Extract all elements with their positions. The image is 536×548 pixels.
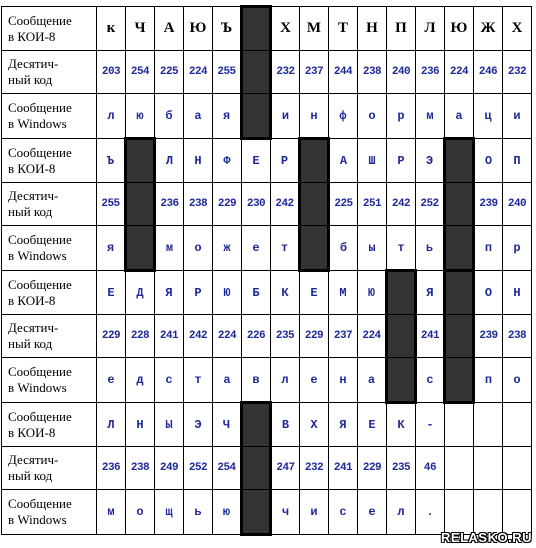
dec-cell: 252 xyxy=(416,183,445,226)
dec-cell: 203 xyxy=(97,51,126,94)
label-line: в КОИ-8 xyxy=(8,160,56,176)
separator-cell xyxy=(445,226,474,271)
dec-cell: 252 xyxy=(184,447,213,490)
dec-cell: 224 xyxy=(445,51,474,94)
dec-cell xyxy=(474,447,503,490)
win-cell: и xyxy=(503,94,532,139)
koi-cell: - xyxy=(416,403,445,447)
separator-cell xyxy=(300,226,329,271)
win-cell: я xyxy=(97,226,126,271)
koi-cell: Л xyxy=(97,403,126,447)
label-line: Десятич- xyxy=(8,188,59,203)
dec-cell: 241 xyxy=(329,447,358,490)
koi-cell: Ю xyxy=(358,271,387,315)
label-line: ный код xyxy=(8,336,53,351)
win-cell: о xyxy=(503,358,532,403)
win-cell: и xyxy=(271,94,300,139)
koi-cell: Н xyxy=(358,7,387,51)
dec-cell: 238 xyxy=(503,315,532,358)
label-line: в КОИ-8 xyxy=(8,424,56,440)
win-cell: б xyxy=(329,226,358,271)
win-cell xyxy=(474,490,503,535)
win-cell: т xyxy=(387,226,416,271)
separator-cell xyxy=(445,139,474,183)
dec-cell: 240 xyxy=(387,51,416,94)
label-line: ный код xyxy=(8,204,53,219)
koi-cell: Э xyxy=(416,139,445,183)
koi-cell: Ч xyxy=(126,7,155,51)
win-cell: б xyxy=(155,94,184,139)
windows-row xyxy=(2,358,532,403)
win-cell: ж xyxy=(213,226,242,271)
dec-cell: 238 xyxy=(358,51,387,94)
koi-cell: Ч xyxy=(213,403,242,447)
dec-cell: 249 xyxy=(155,447,184,490)
win-row-label xyxy=(2,226,97,271)
win-cell: м xyxy=(416,94,445,139)
koi-cell: В xyxy=(271,403,300,447)
label-line: в Windows xyxy=(8,116,67,131)
label-line: в Windows xyxy=(8,248,67,263)
win-cell: ф xyxy=(329,94,358,139)
win-cell: щ xyxy=(155,490,184,535)
label-line: Сообщение xyxy=(8,276,72,292)
win-cell: н xyxy=(300,94,329,139)
koi-cell: Н xyxy=(126,403,155,447)
dec-cell xyxy=(503,447,532,490)
separator-cell xyxy=(445,358,474,403)
dec-cell: 244 xyxy=(329,51,358,94)
label-line: Десятич- xyxy=(8,320,59,335)
separator-cell xyxy=(126,183,155,226)
win-cell: л xyxy=(387,490,416,535)
win-cell: о xyxy=(184,226,213,271)
dec-row-label xyxy=(2,183,97,226)
decimal-row xyxy=(2,183,532,226)
koi-row-label xyxy=(2,271,97,315)
label-line: в КОИ-8 xyxy=(8,292,56,308)
koi-cell: Х xyxy=(271,7,300,51)
separator-cell xyxy=(126,139,155,183)
dec-cell: 229 xyxy=(358,447,387,490)
win-cell: . xyxy=(416,490,445,535)
separator-cell xyxy=(445,183,474,226)
win-cell: е xyxy=(97,358,126,403)
separator-cell xyxy=(242,94,271,139)
dec-cell: 228 xyxy=(126,315,155,358)
win-cell: с xyxy=(329,490,358,535)
koi-cell: Н xyxy=(503,271,532,315)
koi-cell: Я xyxy=(155,271,184,315)
label-line: Сообщение xyxy=(8,12,72,28)
dec-cell: 239 xyxy=(474,315,503,358)
dec-cell: 224 xyxy=(213,315,242,358)
win-cell: я xyxy=(213,94,242,139)
label-line: в КОИ-8 xyxy=(8,28,56,44)
koi-cell: Л xyxy=(416,7,445,51)
encoding-table xyxy=(1,5,532,536)
win-cell: а xyxy=(213,358,242,403)
win-cell: а xyxy=(184,94,213,139)
koi-cell xyxy=(445,403,474,447)
dec-cell: 224 xyxy=(184,51,213,94)
koi-cell: Р xyxy=(387,139,416,183)
koi-cell: Д xyxy=(126,271,155,315)
separator-cell xyxy=(445,271,474,315)
separator-cell xyxy=(242,490,271,535)
watermark: RELASKO.RU xyxy=(441,530,532,545)
dec-cell: 225 xyxy=(329,183,358,226)
dec-cell: 232 xyxy=(271,51,300,94)
koi-cell: О xyxy=(474,139,503,183)
win-cell: т xyxy=(184,358,213,403)
koi-cell xyxy=(474,403,503,447)
dec-cell: 229 xyxy=(213,183,242,226)
koi-cell: П xyxy=(503,139,532,183)
koi-cell: Ю xyxy=(445,7,474,51)
koi-cell: Б xyxy=(242,271,271,315)
win-cell: с xyxy=(155,358,184,403)
label-line: ный код xyxy=(8,468,53,483)
koi-cell: Н xyxy=(184,139,213,183)
dec-cell: 239 xyxy=(474,183,503,226)
koi-cell: Я xyxy=(416,271,445,315)
separator-cell xyxy=(387,271,416,315)
koi-cell: Л xyxy=(155,139,184,183)
koi-cell: П xyxy=(387,7,416,51)
separator-cell xyxy=(242,7,271,51)
dec-cell: 242 xyxy=(387,183,416,226)
separator-cell xyxy=(242,403,271,447)
dec-row-label xyxy=(2,315,97,358)
win-cell: ю xyxy=(213,490,242,535)
windows-row xyxy=(2,94,532,139)
koi8-row xyxy=(2,271,532,315)
koi-cell: Ъ xyxy=(213,7,242,51)
win-row-label xyxy=(2,94,97,139)
dec-cell: 224 xyxy=(358,315,387,358)
koi-cell: Р xyxy=(271,139,300,183)
win-cell: ы xyxy=(358,226,387,271)
win-cell: ь xyxy=(184,490,213,535)
decimal-row xyxy=(2,315,532,358)
dec-cell: 255 xyxy=(97,183,126,226)
win-cell: е xyxy=(358,490,387,535)
win-row-label xyxy=(2,490,97,535)
koi-cell: К xyxy=(387,403,416,447)
win-cell: р xyxy=(503,226,532,271)
win-cell: с xyxy=(416,358,445,403)
win-cell xyxy=(503,490,532,535)
windows-row xyxy=(2,490,532,535)
win-cell: м xyxy=(155,226,184,271)
dec-cell: 236 xyxy=(416,51,445,94)
koi-row-label xyxy=(2,403,97,447)
separator-cell xyxy=(300,139,329,183)
win-cell: м xyxy=(97,490,126,535)
label-line: Сообщение xyxy=(8,144,72,160)
dec-cell: 46 xyxy=(416,447,445,490)
decimal-row xyxy=(2,51,532,94)
dec-cell: 229 xyxy=(97,315,126,358)
separator-cell xyxy=(300,183,329,226)
dec-cell: 229 xyxy=(300,315,329,358)
win-cell xyxy=(445,490,474,535)
win-cell: п xyxy=(474,358,503,403)
dec-cell: 254 xyxy=(126,51,155,94)
dec-cell: 235 xyxy=(387,447,416,490)
win-cell: и xyxy=(300,490,329,535)
koi8-row xyxy=(2,139,532,183)
label-line: Сообщение xyxy=(8,232,72,247)
separator-cell xyxy=(387,315,416,358)
win-cell: р xyxy=(387,94,416,139)
koi-row-label xyxy=(2,139,97,183)
koi-cell: Х xyxy=(503,7,532,51)
win-cell: ц xyxy=(474,94,503,139)
separator-cell xyxy=(126,226,155,271)
windows-row xyxy=(2,226,532,271)
koi8-row xyxy=(2,403,532,447)
dec-cell: 255 xyxy=(213,51,242,94)
dec-cell: 226 xyxy=(242,315,271,358)
label-line: Сообщение xyxy=(8,408,72,424)
dec-row-label xyxy=(2,51,97,94)
win-cell: о xyxy=(126,490,155,535)
dec-cell: 238 xyxy=(126,447,155,490)
win-cell: ь xyxy=(416,226,445,271)
koi-cell: К xyxy=(271,271,300,315)
decimal-row xyxy=(2,447,532,490)
dec-cell: 232 xyxy=(300,447,329,490)
dec-cell: 236 xyxy=(97,447,126,490)
koi-cell: Е xyxy=(242,139,271,183)
win-row-label xyxy=(2,358,97,403)
koi-cell: Т xyxy=(329,7,358,51)
dec-cell: 247 xyxy=(271,447,300,490)
koi-cell: Ы xyxy=(155,403,184,447)
label-line: Десятич- xyxy=(8,452,59,467)
dec-cell: 241 xyxy=(416,315,445,358)
koi-cell: Ю xyxy=(184,7,213,51)
dec-cell: 242 xyxy=(184,315,213,358)
koi-cell: М xyxy=(329,271,358,315)
win-cell: л xyxy=(271,358,300,403)
dec-cell: 225 xyxy=(155,51,184,94)
koi-cell: А xyxy=(329,139,358,183)
win-cell: н xyxy=(329,358,358,403)
label-line: Сообщение xyxy=(8,496,72,511)
win-cell: д xyxy=(126,358,155,403)
dec-cell: 246 xyxy=(474,51,503,94)
koi-cell: Ш xyxy=(358,139,387,183)
dec-cell: 236 xyxy=(155,183,184,226)
koi-cell: М xyxy=(300,7,329,51)
koi-cell: Е xyxy=(97,271,126,315)
win-cell: п xyxy=(474,226,503,271)
separator-cell xyxy=(387,358,416,403)
dec-cell: 240 xyxy=(503,183,532,226)
label-line: в Windows xyxy=(8,380,67,395)
koi-cell: О xyxy=(474,271,503,315)
koi-cell: Ъ xyxy=(97,139,126,183)
separator-cell xyxy=(242,51,271,94)
label-line: Сообщение xyxy=(8,100,72,115)
label-line: ный код xyxy=(8,72,53,87)
win-cell: в xyxy=(242,358,271,403)
win-cell: ю xyxy=(126,94,155,139)
label-line: Сообщение xyxy=(8,364,72,379)
dec-cell: 237 xyxy=(329,315,358,358)
koi-cell: Е xyxy=(300,271,329,315)
label-line: в Windows xyxy=(8,512,67,527)
win-cell: а xyxy=(358,358,387,403)
label-line: Десятич- xyxy=(8,56,59,71)
win-cell: о xyxy=(358,94,387,139)
dec-cell: 238 xyxy=(184,183,213,226)
dec-row-label xyxy=(2,447,97,490)
separator-cell xyxy=(445,315,474,358)
koi-cell: Х xyxy=(300,403,329,447)
win-cell: т xyxy=(271,226,300,271)
koi-cell: Ю xyxy=(213,271,242,315)
dec-cell: 230 xyxy=(242,183,271,226)
koi-cell: Р xyxy=(184,271,213,315)
dec-cell: 235 xyxy=(271,315,300,358)
dec-cell xyxy=(445,447,474,490)
dec-cell: 242 xyxy=(271,183,300,226)
dec-cell: 251 xyxy=(358,183,387,226)
koi8-row xyxy=(2,7,532,51)
koi-row-label xyxy=(2,7,97,51)
win-cell: е xyxy=(300,358,329,403)
koi-cell: Я xyxy=(329,403,358,447)
koi-cell: Е xyxy=(358,403,387,447)
win-cell: а xyxy=(445,94,474,139)
win-cell: л xyxy=(97,94,126,139)
koi-cell: к xyxy=(97,7,126,51)
dec-cell: 232 xyxy=(503,51,532,94)
separator-cell xyxy=(242,447,271,490)
dec-cell: 254 xyxy=(213,447,242,490)
koi-cell: Ж xyxy=(474,7,503,51)
koi-cell: Ф xyxy=(213,139,242,183)
win-cell: е xyxy=(242,226,271,271)
koi-cell: А xyxy=(155,7,184,51)
dec-cell: 237 xyxy=(300,51,329,94)
dec-cell: 241 xyxy=(155,315,184,358)
win-cell: ч xyxy=(271,490,300,535)
koi-cell xyxy=(503,403,532,447)
koi-cell: Э xyxy=(184,403,213,447)
